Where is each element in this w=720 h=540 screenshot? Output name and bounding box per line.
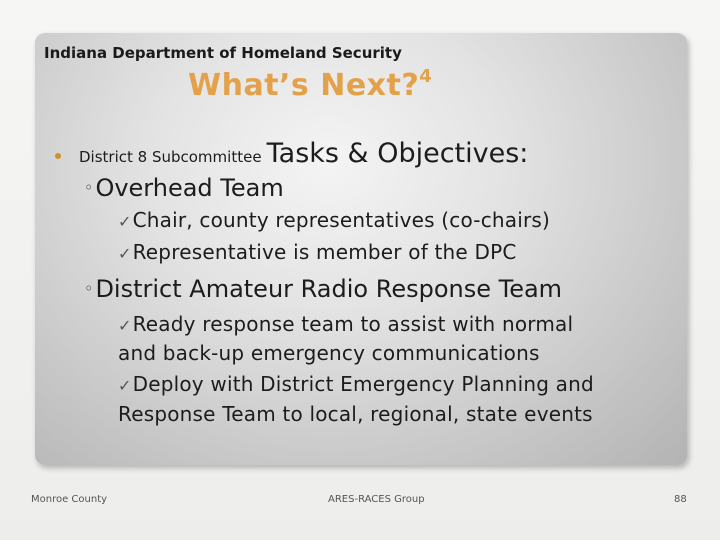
list-item bbox=[118, 240, 517, 264]
overhead-item-2: Representative is member of the DPC bbox=[132, 240, 517, 264]
tasks-heading: Tasks & Objectives: bbox=[266, 138, 529, 169]
radio-item-2-line2: Response Team to local, regional, state events bbox=[118, 402, 593, 426]
subcommittee-label: District 8 Subcommittee bbox=[79, 148, 262, 166]
bullet-dot-icon bbox=[55, 153, 61, 159]
check-bullet-icon: ✓ bbox=[118, 212, 132, 231]
list-item bbox=[118, 312, 573, 336]
overhead-item-1: Chair, county representatives (co-chairs) bbox=[132, 208, 551, 232]
radio-item-1-line1: Ready response team to assist with normal bbox=[132, 312, 574, 336]
circle-bullet-icon: ◦ bbox=[84, 178, 94, 197]
bullet-radio-team bbox=[84, 275, 562, 303]
slide-title bbox=[188, 68, 432, 103]
check-bullet-icon: ✓ bbox=[118, 376, 132, 395]
overhead-team-label: Overhead Team bbox=[95, 174, 284, 202]
list-item bbox=[118, 372, 594, 396]
circle-bullet-icon: ◦ bbox=[84, 279, 94, 298]
check-bullet-icon: ✓ bbox=[118, 244, 132, 263]
list-item bbox=[118, 208, 550, 232]
footer-center: ARES-RACES Group bbox=[328, 494, 425, 505]
check-bullet-icon: ✓ bbox=[118, 316, 132, 335]
bullet-level1 bbox=[55, 138, 528, 169]
radio-item-2-line1: Deploy with District Emergency Planning and bbox=[132, 372, 594, 396]
slide-header: Indiana Department of Homeland Security bbox=[44, 44, 402, 62]
bullet-overhead-team bbox=[84, 174, 284, 202]
slide-title-text: What’s Next? bbox=[188, 68, 420, 103]
page-number: 88 bbox=[674, 494, 687, 505]
footer-left: Monroe County bbox=[31, 494, 108, 505]
radio-item-1-line2: and back-up emergency communications bbox=[118, 341, 540, 365]
slide-title-superscript: 4 bbox=[419, 66, 433, 87]
radio-team-label: District Amateur Radio Response Team bbox=[95, 275, 563, 303]
